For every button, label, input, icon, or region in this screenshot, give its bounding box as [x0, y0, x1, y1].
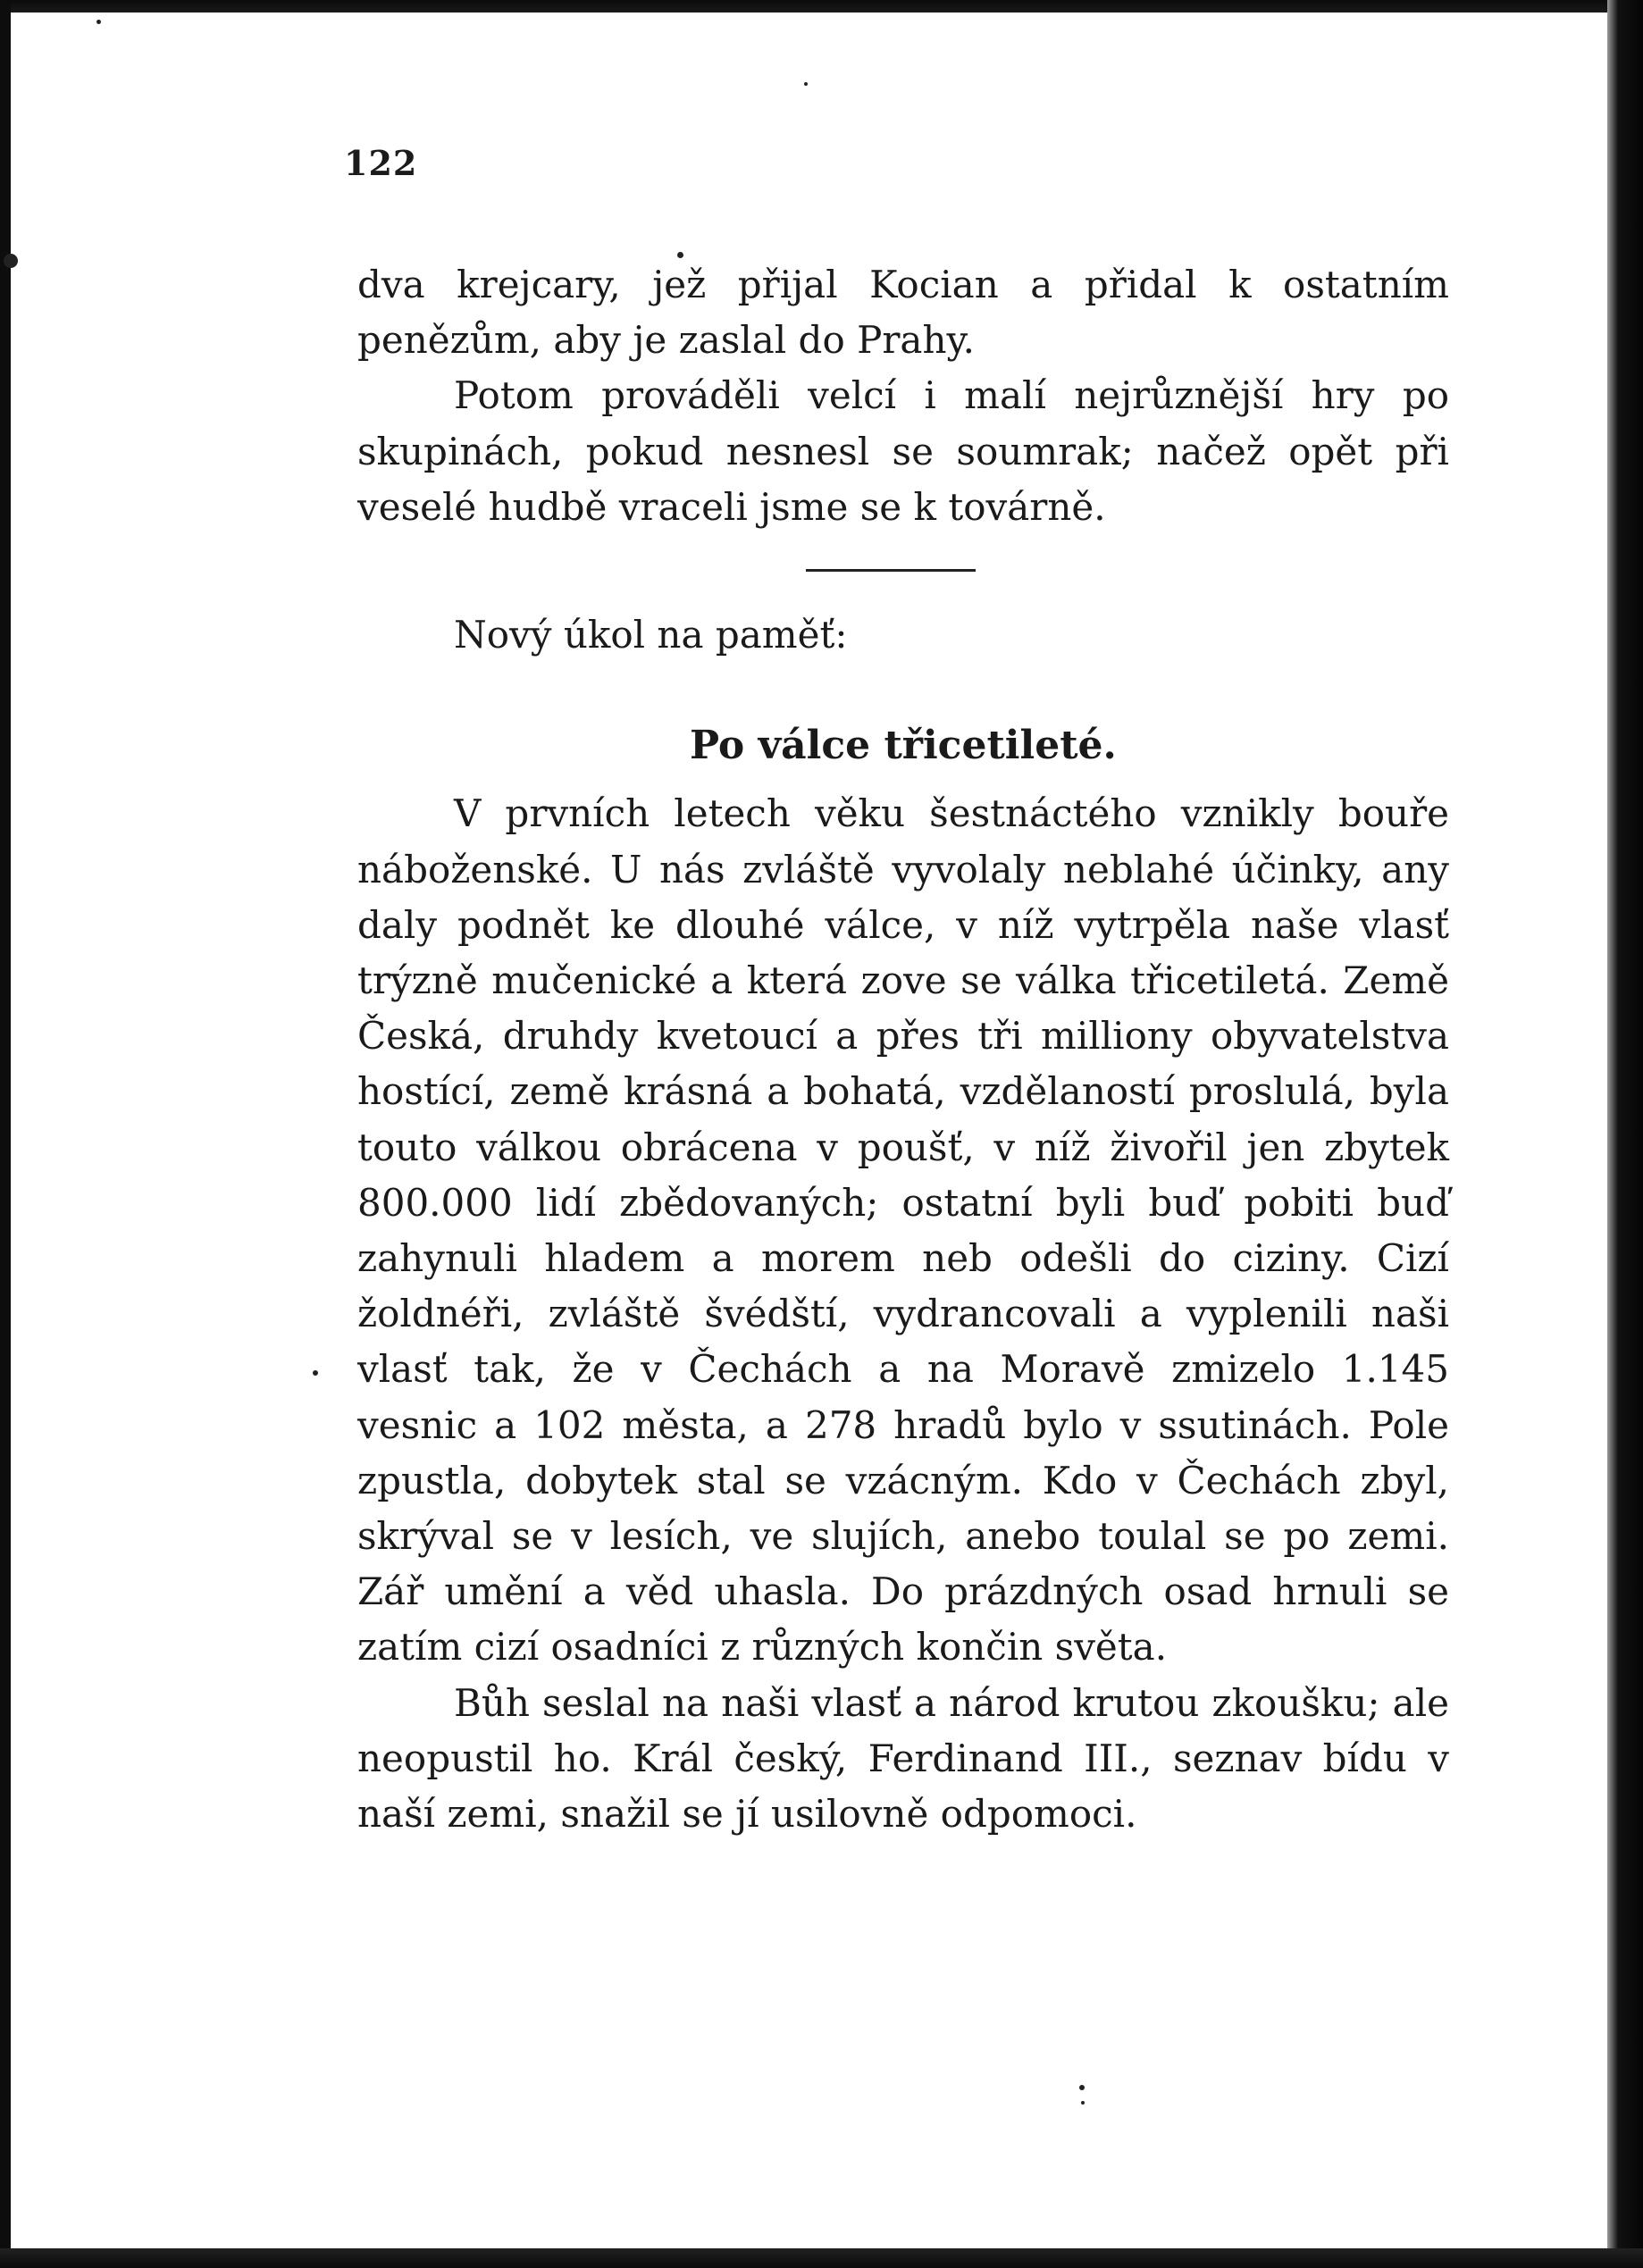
scan-border-right	[1607, 0, 1643, 2268]
scan-speck	[804, 82, 808, 86]
section-divider	[806, 569, 976, 572]
page-number: 122	[344, 143, 418, 183]
scan-speck	[1081, 2101, 1085, 2105]
section-title: Po válce třicetileté.	[690, 723, 1117, 769]
scan-speck	[313, 1370, 318, 1376]
scan-border-bottom	[0, 2248, 1643, 2268]
scan-speck	[4, 254, 18, 268]
scan-speck	[1079, 2085, 1085, 2090]
continuation-paragraph: dva krejcary, jež přijal Kocian a přidal k ostatním penězům, aby je zaslal do Prahy.	[357, 263, 1449, 363]
scan-border-top	[0, 0, 1643, 13]
scan-speck	[96, 20, 101, 24]
scan-border-left	[0, 0, 11, 2268]
text-block	[357, 257, 1449, 1842]
games-paragraph: Potom prováděli velcí i malí nejrůznější hry po skupinách, pokud nesnesl se soumrak; načež opět při veselé hudbě vraceli jsme se k továrně.	[357, 373, 1449, 529]
memory-task-label: Nový úkol na paměť:	[454, 613, 848, 657]
history-paragraph-2: Bůh seslal na naši vlasť a národ krutou zkoušku; ale neopustil ho. Král český, Ferdinand III., seznav bídu v naší zemi, snažil se jí usilovně odpomoci.	[357, 1680, 1449, 1837]
history-paragraph-1: V prvních letech věku šestnáctého vznikly bouře náboženské. U nás zvláště vyvolaly neblahé účinky, any daly podnět ke dlouhé válce, v níž vytrpěla naše vlasť trýzně mučenické a která zove se válka třicetiletá. Země Česká, druhdy kvetoucí a přes tři milliony obyvatelstva hostící, země krásná a bohatá, vzdělaností proslulá, byla touto válkou obrácena v poušť, v níž živořil jen zbytek 800.000 lidí zbědovaných; ostatní byli buď pobiti buď zahynuli hladem a morem neb odešli do ciziny. Cizí žoldnéři, zvláště švédští, vydrancovali a vyplenili naši vlasť tak, že v Čechách a na Moravě zmizelo 1.145 vesnic a 102 města, a 278 hradů bylo v ssutinách. Pole zpustla, dobytek stal se vzácným. Kdo v Čechách zbyl, skrýval se v lesích, ve slujích, anebo toulal se po zemi. Zář umění a věd uhasla. Do prázdných osad hrnuli se zatím cizí osadníci z různých končin světa.	[357, 791, 1449, 1670]
